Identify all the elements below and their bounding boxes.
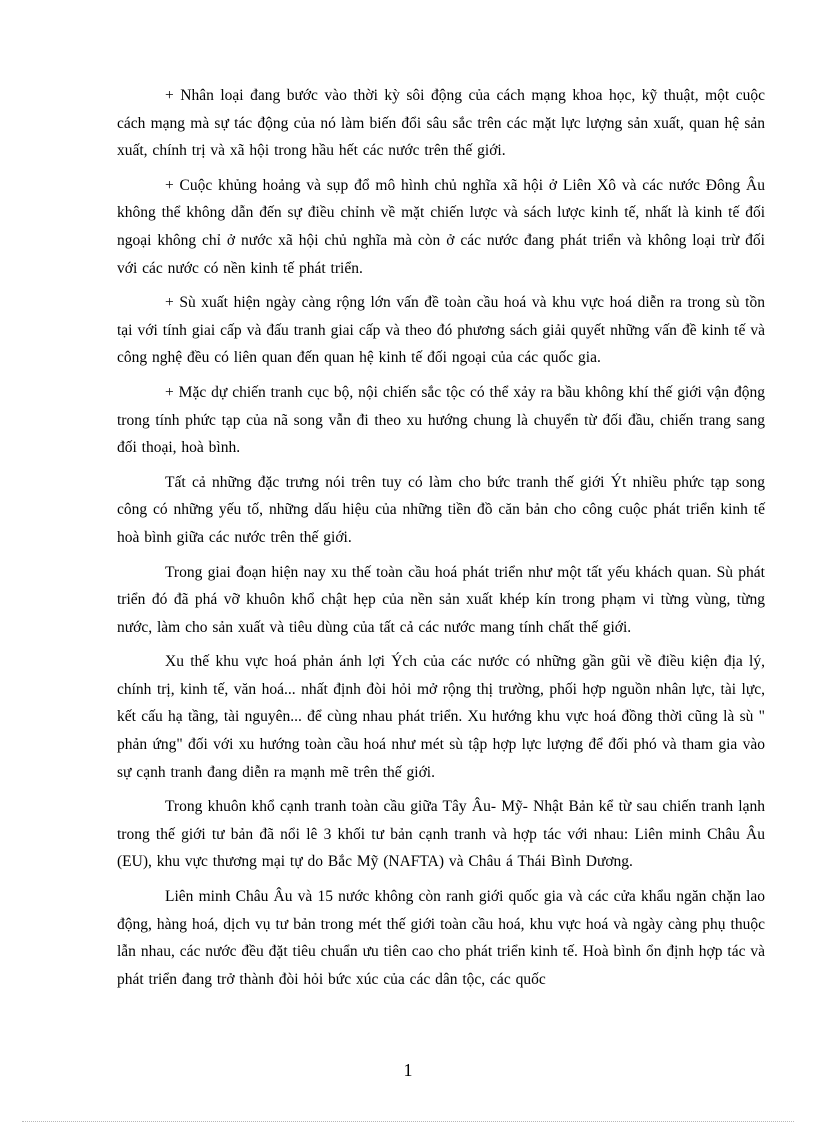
- body-text: [117, 82, 765, 1000]
- paragraph-tech-revolution: + Nhân loại đang bước vào thời kỳ sôi động của cách mạng khoa học, kỹ thuật, một cuộc cách mạng mà sự tác động của nó làm biến đổi sâu sắc trên các mặt lực lượng sản xuất, quan hệ sản xuất, chính trị và xã hội trong hầu hết các nước trên thế giới.: [117, 87, 765, 160]
- paragraph-three-blocs: Trong khuôn khổ cạnh tranh toàn cầu giữa Tây Âu- Mỹ- Nhật Bản kể từ sau chiến tranh lạnh trong thế giới tư bản đã nổi lê 3 khối tư bản cạnh tranh và hợp tác với nhau: Liên minh Châu Âu (EU), khu vực thương mại tự do Bắc Mỹ (NAFTA) và Châu á Thái Bình Dương.: [117, 798, 765, 871]
- paragraph-globalization-emergence: + Sù xuất hiện ngày càng rộng lớn vấn đề toàn cầu hoá và khu vực hoá diễn ra trong sù tồn tại với tính giai cấp và đấu tranh giai cấp và theo đó phương sách giải quyết những vấn đề kinh tế và công nghệ đều có liên quan đến quan hệ kinh tế đối ngoại của các quốc gia.: [117, 294, 765, 367]
- paragraph-socialism-crisis: + Cuộc khủng hoảng và sụp đổ mô hình chủ nghĩa xã hội ở Liên Xô và các nước Đông Âu không thể không dẫn đến sự điều chỉnh về mặt chiến lược và sách lược kinh tế, nhất là kinh tế đối ngoại không chỉ ở nước xã hội chủ nghĩa mà còn ở các nước đang phát triển và không loại trừ đối với các nước có nền kinh tế phát triển.: [117, 176, 765, 277]
- paragraph-world-characteristics: Tất cả những đặc trưng nói trên tuy có làm cho bức tranh thế giới Ýt nhiều phức tạp song công có những yếu tố, những dấu hiệu của những tiền đồ căn bản cho công cuộc phát triển kinh tế hoà bình giữa các nước trên thế giới.: [117, 473, 765, 546]
- page-number: 1: [403, 1060, 413, 1080]
- paragraph-regionalization-trend: Xu thế khu vực hoá phản ánh lợi Ých của các nước có những gần gũi về điều kiện địa lý, chính trị, kinh tế, văn hoá... nhất định đòi hỏi mở rộng thị trường, phối hợp nguồn nhân lực, tài lực, kết cấu hạ tầng, tài nguyên... để cùng nhau phát triển. Xu hướng khu vực hoá đồng thời cũng là sù " phản ứng" đối với xu hướng toàn cầu hoá như mét sù tập hợp lực lượng để đối phó và tham gia vào sự cạnh tranh đang diễn ra mạnh mẽ trên thế giới.: [117, 653, 765, 781]
- paragraph-local-wars: + Mặc dự chiến tranh cục bộ, nội chiến sắc tộc có thể xảy ra bầu không khí thế giới vận động trong tính phức tạp của nã song vẫn đi theo xu hướng chung là chuyển từ đối đầu, chiến trang sang đối thoại, hoà bình.: [117, 383, 765, 457]
- paragraph-european-union: Liên minh Châu Âu và 15 nước không còn ranh giới quốc gia và các cửa khẩu ngăn chặn lao động, hàng hoá, dịch vụ tư bản trong mét thế giới toàn cầu hoá, khu vực hoá và ngày càng phụ thuộc lẫn nhau, các nước đều đặt tiêu chuẩn ưu tiên cao cho phát triển kinh tế. Hoà bình ổn định hợp tác và phát triển đang trở thành đòi hỏi bức xúc của các dân tộc, các quốc: [117, 888, 765, 988]
- page-bottom-divider: [22, 1121, 794, 1122]
- paragraph-globalization-trend: Trong giai đoạn hiện nay xu thế toàn cầu hoá phát triển như một tất yếu khách quan. Sù phát triển đó đã phá vỡ khuôn khổ chật hẹp của nền sản xuất khép kín trong phạm vi từng vùng, từng nước, làm cho sản xuất và tiêu dùng của tất cả các nước mang tính chất thế giới.: [117, 563, 765, 636]
